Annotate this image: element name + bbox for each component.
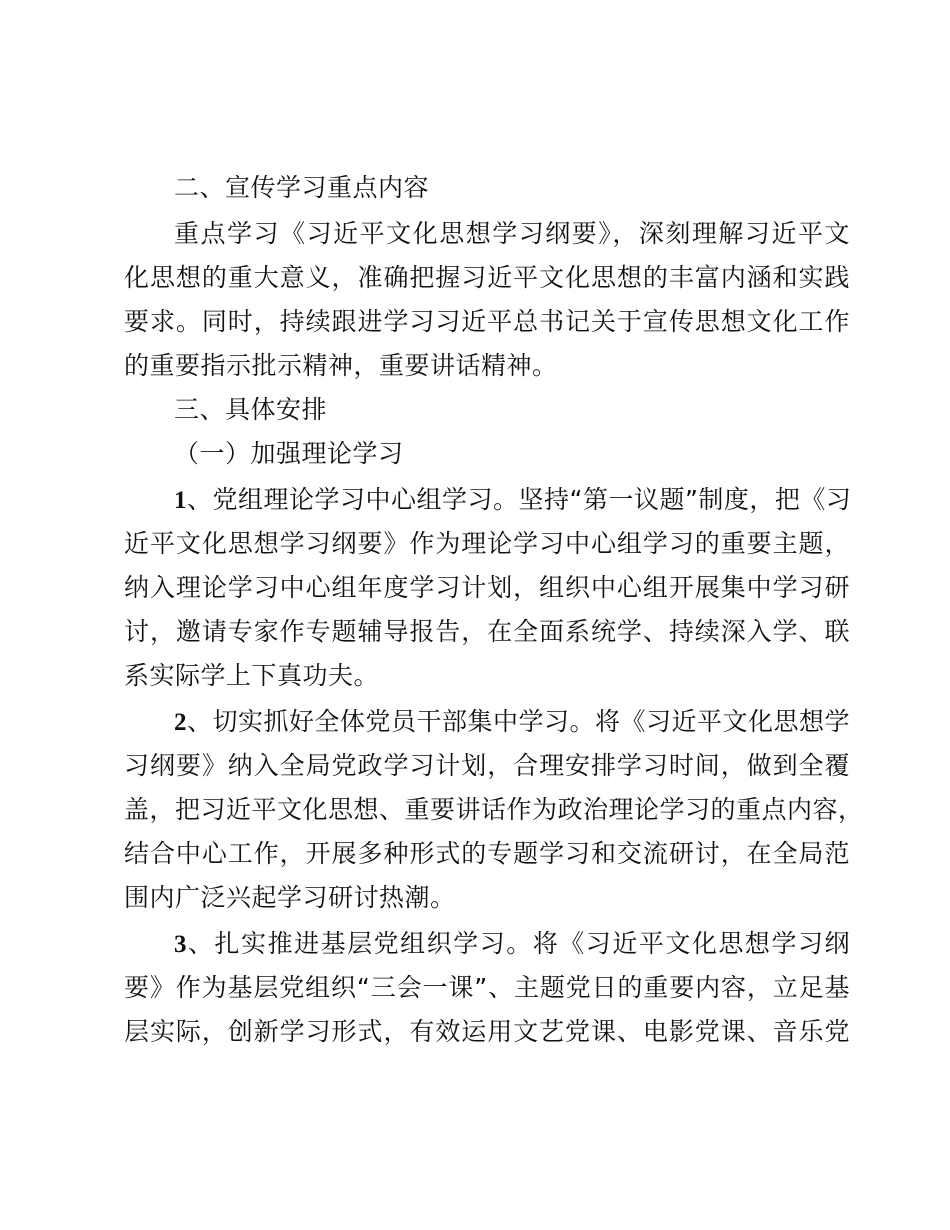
section-heading: 三、具体安排	[174, 395, 328, 424]
list-item-text: 、扎实推进基层党组织学习。将《习近平文化思想学习纲	[187, 929, 850, 958]
paragraph-line: 围内广泛兴起学习研讨热潮。	[124, 883, 456, 912]
paragraph-line: 讨，邀请专家作专题辅导报告，在全面系统学、持续深入学、联	[124, 617, 850, 646]
section-heading: 二、宣传学习重点内容	[174, 173, 430, 202]
paragraph-line: 结合中心工作，开展多种形式的专题学习和交流研讨，在全局范	[124, 839, 850, 868]
paragraph-line: 习纲要》纳入全局党政学习计划，合理安排学习时间，做到全覆	[124, 751, 850, 780]
list-item-first-line	[174, 700, 850, 745]
paragraph-line: 近平文化思想学习纲要》作为理论学习中心组学习的重要主题，	[124, 529, 850, 558]
paragraph-line: 盖，把习近平文化思想、重要讲话作为政治理论学习的重点内容，	[124, 795, 864, 824]
list-item-first-line	[174, 922, 850, 967]
subsection-heading: （一）加强理论学习	[174, 439, 404, 468]
paragraph-line: 要求。同时，持续跟进学习习近平总书记关于宣传思想文化工作	[124, 307, 850, 336]
paragraph-line: 层实际，创新学习形式，有效运用文艺党课、电影党课、音乐党	[124, 1017, 850, 1046]
paragraph-line: 化思想的重大意义，准确把握习近平文化思想的丰富内涵和实践	[124, 263, 850, 292]
paragraph-line: 系实际学上下真功夫。	[124, 661, 380, 690]
list-item-first-line	[174, 478, 850, 523]
paragraph-line: 要》作为基层党组织“三会一课”、主题党日的重要内容，立足基	[124, 973, 850, 1002]
paragraph-line: 纳入理论学习中心组年度学习计划，组织中心组开展集中学习研	[124, 573, 850, 602]
paragraph-line: 重点学习《习近平文化思想学习纲要》，深刻理解习近平文	[174, 219, 850, 248]
list-item-number: 3	[174, 931, 187, 958]
list-item-number: 1	[174, 487, 187, 514]
list-item-text: 、党组理论学习中心组学习。坚持“第一议题”制度，把《习	[187, 485, 852, 514]
list-item-text: 、切实抓好全体党员干部集中学习。将《习近平文化思想学	[187, 707, 851, 736]
paragraph-line: 的重要指示批示精神，重要讲话精神。	[124, 351, 558, 380]
list-item-number: 2	[174, 709, 187, 736]
